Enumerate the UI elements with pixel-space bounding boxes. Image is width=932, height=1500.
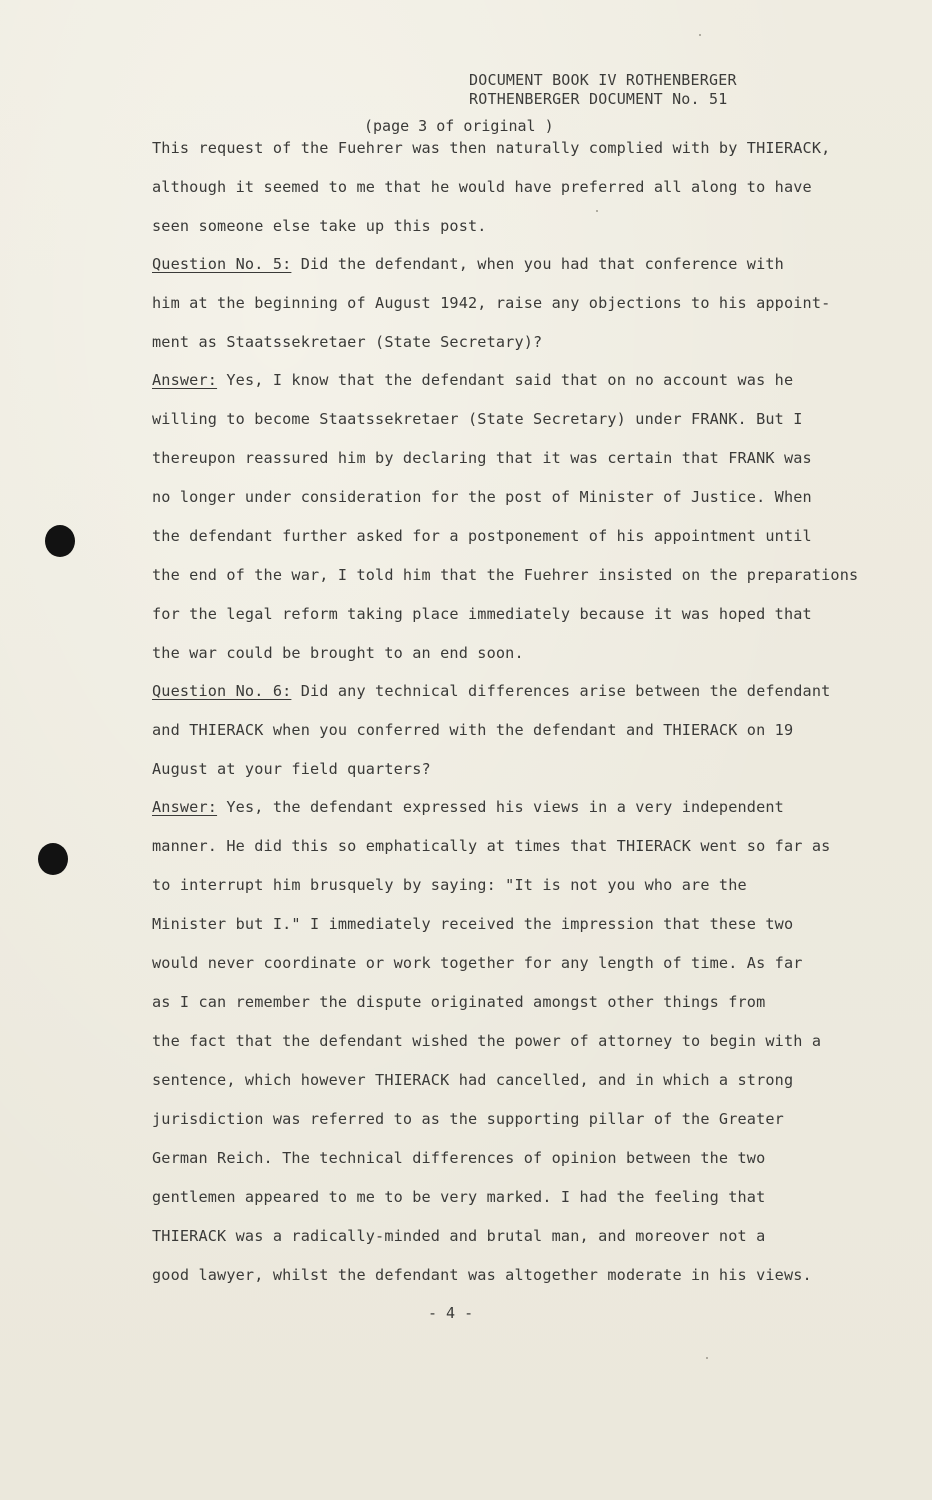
- punch-hole-icon: [38, 843, 68, 875]
- question-6-line: [152, 682, 830, 700]
- body-line: August at your field quarters?: [152, 760, 431, 778]
- paper-speck: [596, 210, 598, 212]
- body-line: This request of the Fuehrer was then naturally complied with by THIERACK,: [152, 139, 831, 157]
- punch-hole-icon: [45, 525, 75, 557]
- body-line: German Reich. The technical differences of opinion between the two: [152, 1149, 766, 1167]
- body-line: willing to become Staatssekretaer (State Secretary) under FRANK. But I: [152, 410, 803, 428]
- body-line: the fact that the defendant wished the power of attorney to begin with a: [152, 1032, 822, 1050]
- body-line: Minister but I." I immediately received the impression that these two: [152, 915, 794, 933]
- body-line: no longer under consideration for the post of Minister of Justice. When: [152, 488, 812, 506]
- body-line: and THIERACK when you conferred with the defendant and THIERACK on 19: [152, 721, 794, 739]
- question-5-text: Did the defendant, when you had that conference with: [291, 255, 784, 273]
- paper-speck: [699, 34, 701, 36]
- original-page-reference: (page 3 of original ): [364, 117, 554, 135]
- question-5-label: Question No. 5:: [152, 255, 292, 273]
- body-line: the war could be brought to an end soon.: [152, 644, 524, 662]
- body-line: sentence, which however THIERACK had cancelled, and in which a strong: [152, 1071, 794, 1089]
- answer-5-text: Yes, I know that the defendant said that on no account was he: [217, 371, 794, 389]
- body-line: seen someone else take up this post.: [152, 217, 487, 235]
- body-line: ment as Staatssekretaer (State Secretary)?: [152, 333, 543, 351]
- answer-6-label: Answer:: [152, 798, 218, 816]
- body-line: for the legal reform taking place immediately because it was hoped that: [152, 605, 812, 623]
- document-number-header: ROTHENBERGER DOCUMENT No. 51: [469, 90, 728, 108]
- page-number: - 4 -: [428, 1304, 474, 1322]
- answer-5-line: [152, 371, 793, 389]
- body-line: gentlemen appeared to me to be very marked. I had the feeling that: [152, 1188, 766, 1206]
- body-line: the end of the war, I told him that the Fuehrer insisted on the preparations: [152, 566, 859, 584]
- question-6-label: Question No. 6:: [152, 682, 292, 700]
- body-line: would never coordinate or work together for any length of time. As far: [152, 954, 803, 972]
- body-line: manner. He did this so emphatically at times that THIERACK went so far as: [152, 837, 831, 855]
- paper-speck: [706, 1357, 708, 1359]
- question-5-line: [152, 255, 784, 273]
- answer-6-line: [152, 798, 784, 816]
- body-line: THIERACK was a radically-minded and brutal man, and moreover not a: [152, 1227, 766, 1245]
- answer-5-label: Answer:: [152, 371, 218, 389]
- body-line: the defendant further asked for a postponement of his appointment until: [152, 527, 812, 545]
- body-line: as I can remember the dispute originated amongst other things from: [152, 993, 766, 1011]
- document-book-header: DOCUMENT BOOK IV ROTHENBERGER: [469, 71, 737, 89]
- answer-6-text: Yes, the defendant expressed his views in a very independent: [217, 798, 784, 816]
- body-line: him at the beginning of August 1942, raise any objections to his appoint-: [152, 294, 831, 312]
- body-line: although it seemed to me that he would have preferred all along to have: [152, 178, 812, 196]
- body-line: good lawyer, whilst the defendant was altogether moderate in his views.: [152, 1266, 812, 1284]
- question-6-text: Did any technical differences arise between the defendant: [291, 682, 831, 700]
- body-line: jurisdiction was referred to as the supporting pillar of the Greater: [152, 1110, 784, 1128]
- body-line: thereupon reassured him by declaring that it was certain that FRANK was: [152, 449, 812, 467]
- body-line: to interrupt him brusquely by saying: "It is not you who are the: [152, 876, 747, 894]
